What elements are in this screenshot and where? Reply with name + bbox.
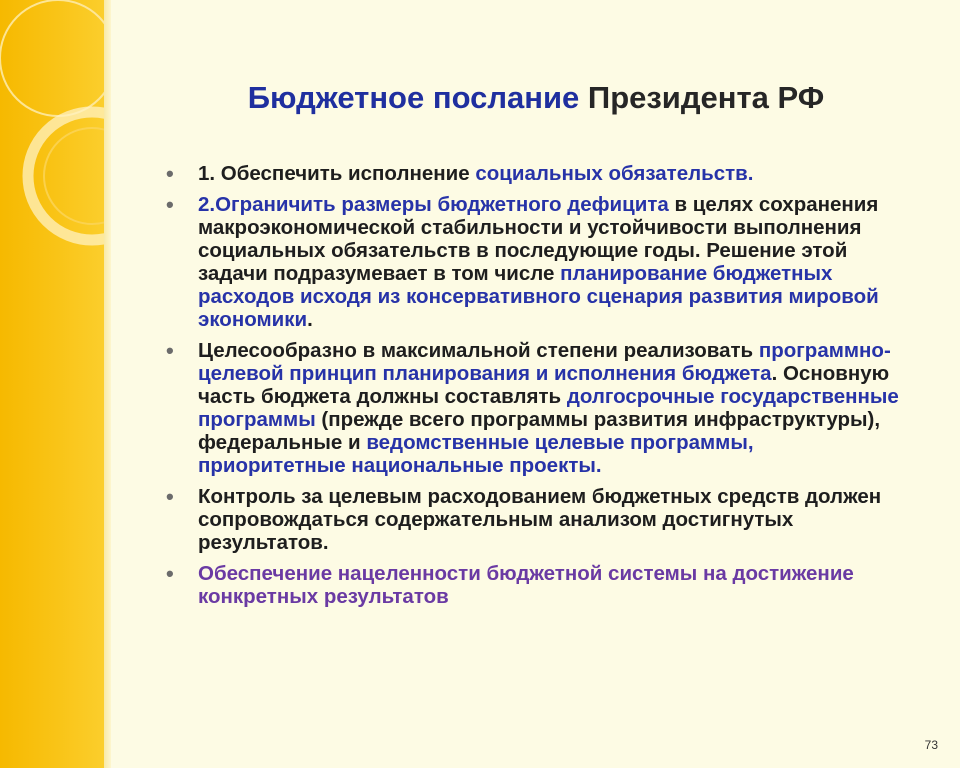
bullet-item: [166, 562, 906, 608]
bullet-dot-icon: •: [166, 161, 174, 186]
slide-title: [112, 78, 960, 118]
title-part-2: Президента РФ: [587, 80, 825, 115]
bullet-text-segment: социальных обязательств.: [475, 162, 754, 185]
bullet-item: [166, 485, 906, 554]
bullet-dot-icon: •: [166, 484, 174, 509]
bullet-item: [166, 193, 906, 331]
bullet-text-segment: 2.Ограничить размеры бюджетного дефицита: [198, 193, 669, 216]
bullet-item: [166, 162, 906, 185]
bullet-text-segment: в целях сохранения макроэкономической стабильности и устойчивости выполнения социальных обязательств в последующие годы. Решение этой задачи подразумевает в том числе: [198, 193, 879, 285]
bullet-list: [166, 162, 906, 616]
title-part-1: Бюджетное послание: [247, 80, 580, 115]
decorative-rings: [0, 0, 104, 768]
bullet-text-segment: программно-целевой принцип планирования и исполнения бюджета: [198, 339, 891, 385]
bullet-text-segment: Контроль за целевым расходованием бюджетных средств должен сопровождаться содержательным анализом достигнутых результатов.: [198, 485, 882, 554]
bullet-text-segment: ведомственные целевые программы, приоритетные национальные проекты.: [198, 431, 754, 477]
bullet-dot-icon: •: [166, 561, 174, 586]
bullet-text-segment: планирование бюджетных расходов исходя из консервативного сценария развития мировой экономики: [198, 262, 879, 331]
page-number: 73: [924, 738, 938, 752]
bullet-text-segment: 1. Обеспечить исполнение: [198, 162, 476, 185]
bullet-text-segment: .: [307, 308, 313, 331]
bullet-text-segment: . Основную часть бюджета должны составлять: [198, 362, 890, 408]
bullet-dot-icon: •: [166, 338, 174, 363]
bullet-text-segment: долгосрочные государственные программы: [198, 385, 899, 431]
bullet-item: [166, 339, 906, 477]
bullet-dot-icon: •: [166, 192, 174, 217]
bullet-text-segment: (прежде всего программы развития инфраструктуры), федеральные и: [198, 408, 881, 454]
band-edge-stripe: [104, 0, 111, 768]
bullet-text-segment: Обеспечение нацеленности бюджетной системы на достижение конкретных результатов: [198, 562, 854, 608]
decorative-side-band: [0, 0, 104, 768]
bullet-text-segment: Целесообразно в максимальной степени реализовать: [198, 339, 759, 362]
